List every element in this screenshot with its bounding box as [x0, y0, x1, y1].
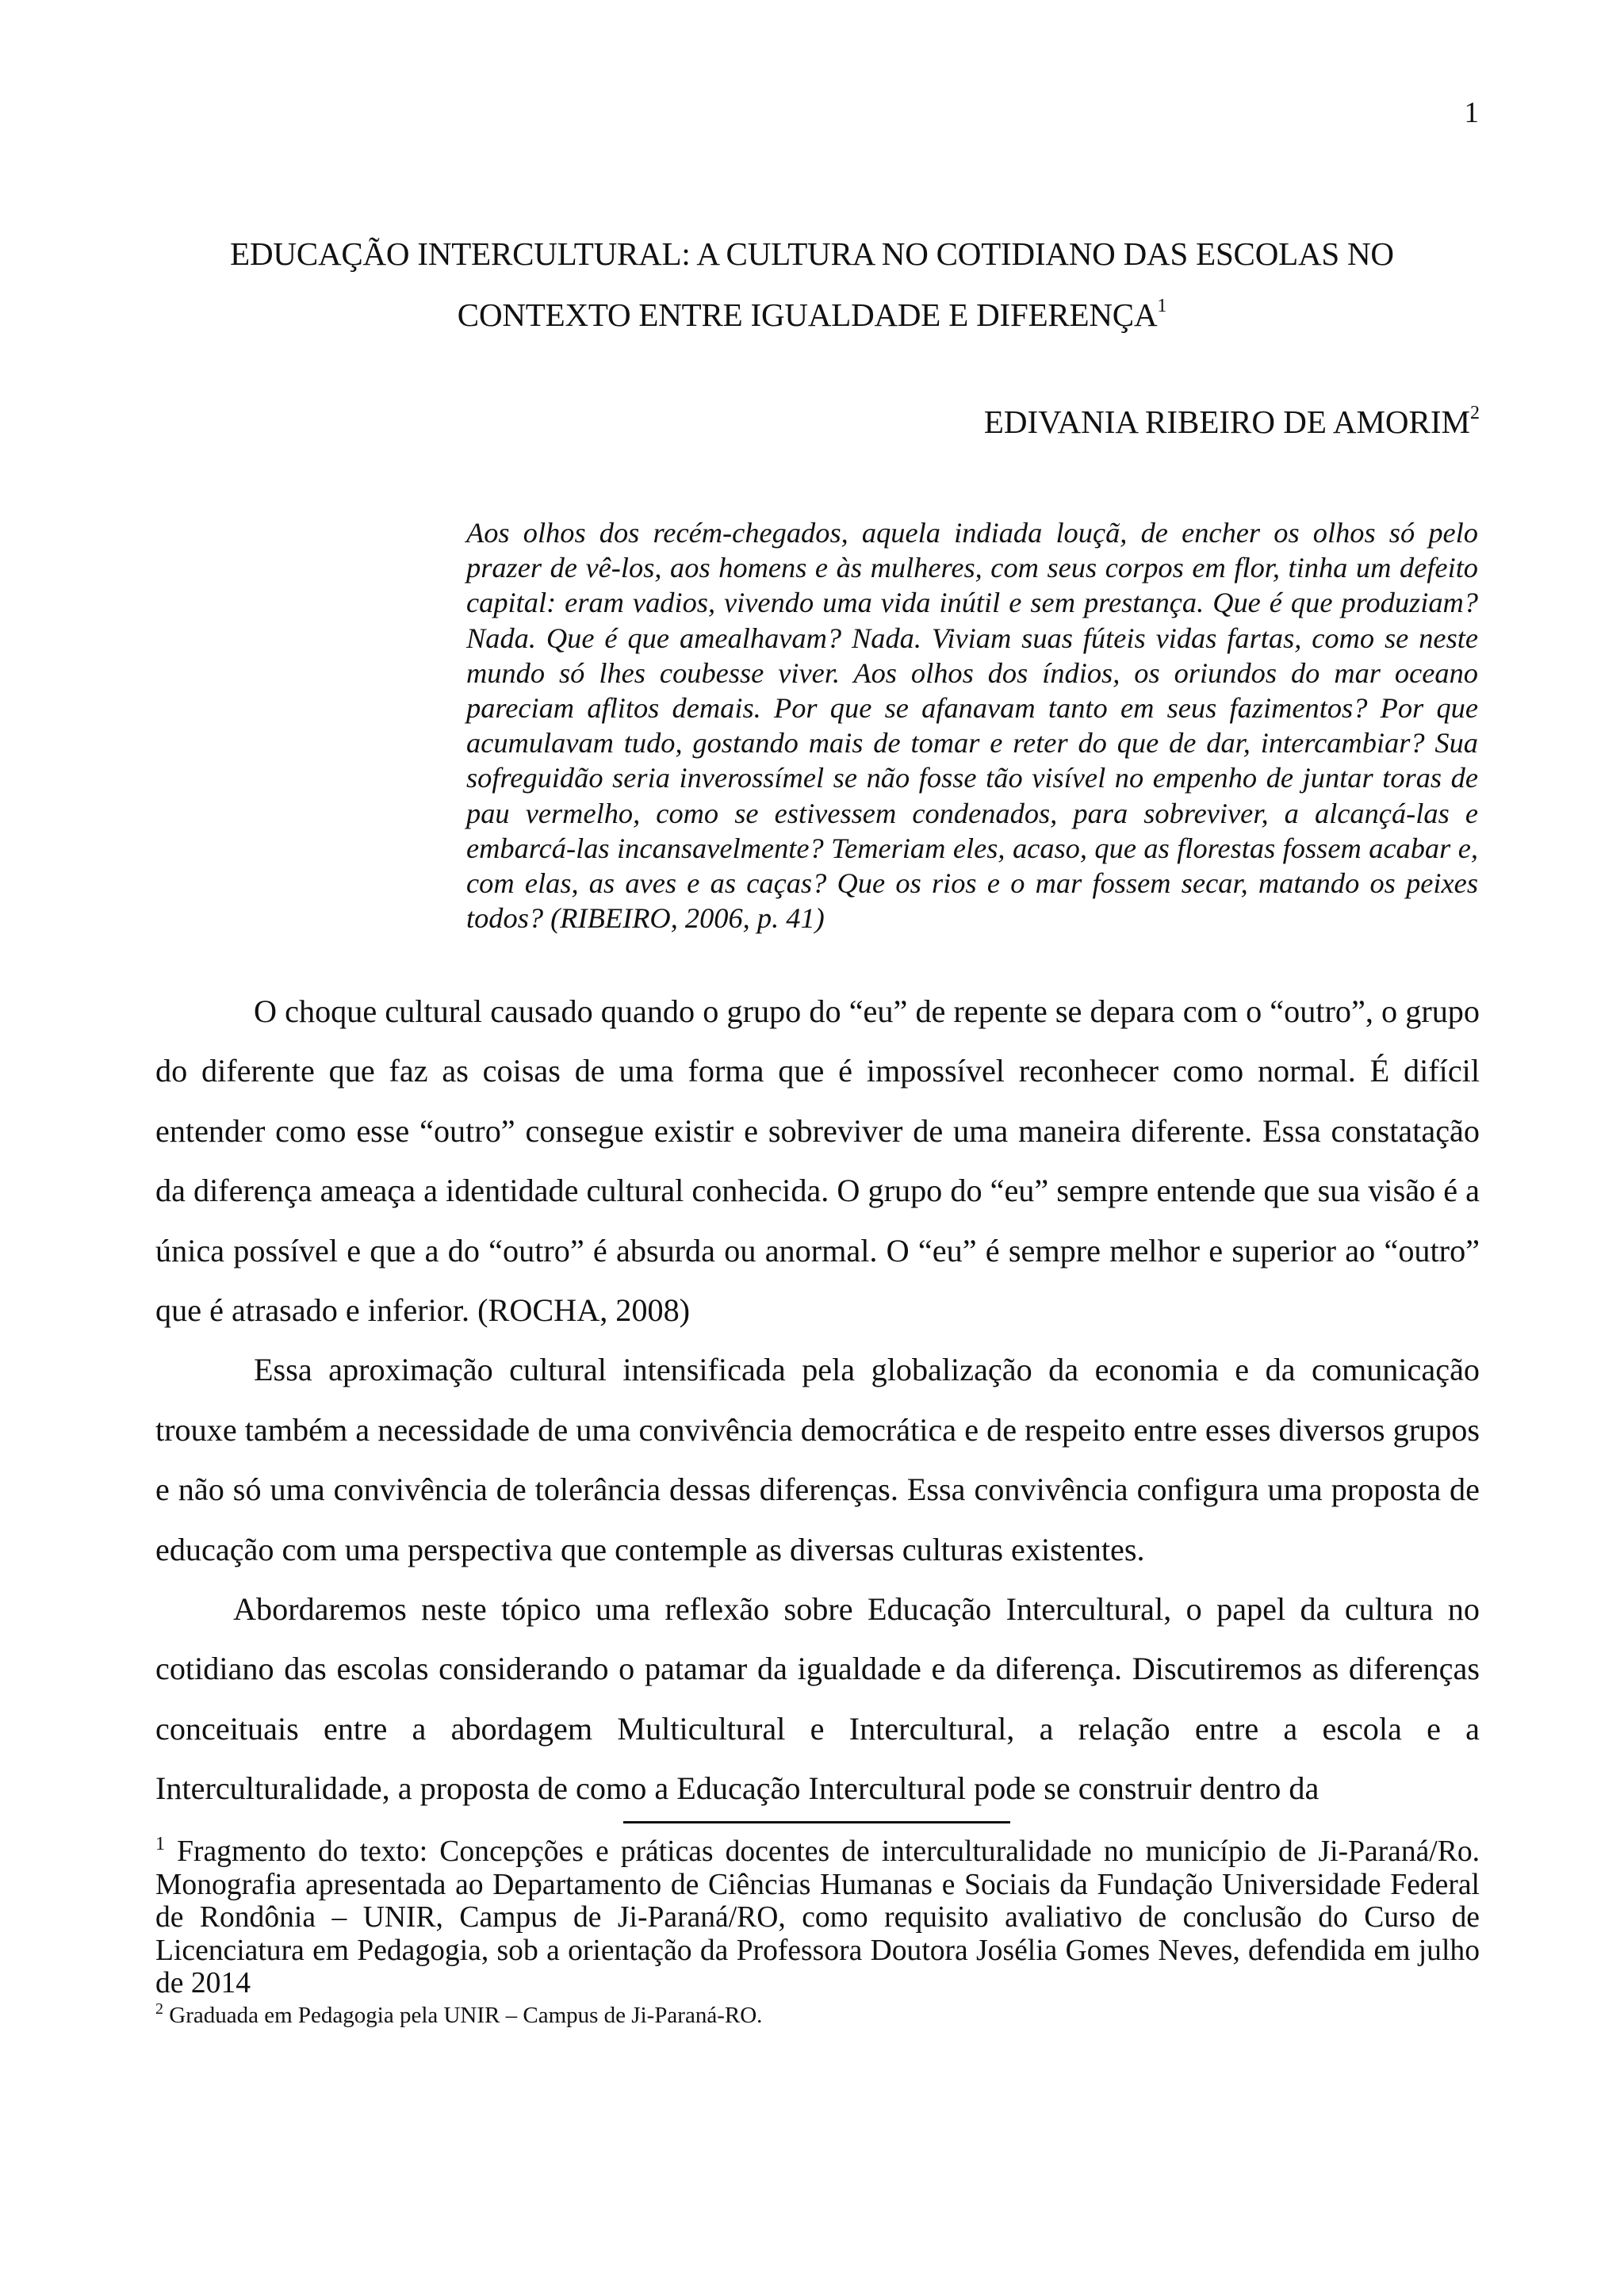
- page-number: 1: [1464, 97, 1479, 129]
- author-footnote-mark[interactable]: 2: [1470, 403, 1480, 423]
- author-name-text: EDIVANIA RIBEIRO DE AMORIM: [983, 404, 1470, 440]
- title-footnote-mark[interactable]: 1: [1157, 296, 1167, 316]
- footnotes: [155, 1835, 1480, 2030]
- body-text: [155, 982, 1480, 1819]
- footnote-2-mark: 2: [155, 1999, 163, 2018]
- document-title: [155, 224, 1469, 346]
- footnote-1-text: Fragmento do texto: Concepções e práticas docentes de interculturalidade no município de Ji-Paraná/Ro. Monografia apresentada ao Departamento de Ciências Humanas e Sociais da Fundação Universidade Federal de Rondônia – UNIR, Campus de Ji-Paraná/RO, como requisito avaliativo de conclusão do Curso de Licenciatura em Pedagogia, sob a orientação da Professora Doutora Josélia Gomes Neves, defendida em julho de 2014: [155, 1835, 1480, 1999]
- footnote-2: [155, 2000, 1480, 2030]
- author-name: [984, 402, 1480, 442]
- footnote-2-text: Graduada em Pedagogia pela UNIR – Campus de Ji-Paraná-RO.: [169, 2002, 763, 2028]
- body-paragraph-2: Essa aproximação cultural intensificada pela globalização da economia e da comunicação trouxe também a necessidade de uma convivência democrática e de respeito entre esses diversos grupos e não só uma convivência de tolerância dessas diferenças. Essa convivência configura uma proposta de educação com uma perspectiva que contemple as diversas culturas existentes.: [155, 1352, 1480, 1567]
- epigraph-quote: Aos olhos dos recém-chegados, aquela indiada louçã, de encher os olhos só pelo prazer de vê-los, aos homens e às mulheres, com seus corpos em flor, tinha um defeito capital: eram vadios, vivendo uma vida inútil e sem prestança. Que é que produziam? Nada. Que é que amealhavam? Nada. Viviam suas fúteis vidas fartas, como se neste mundo só lhes coubesse viver. Aos olhos dos índios, os oriundos do mar oceano pareciam aflitos demais. Por que se afanavam tanto em seus fazimentos? Por que acumulavam tudo, gostando mais de tomar e reter do que de dar, intercambiar? Sua sofreguidão seria inverossímel se não fosse tão visível no empenho de juntar toras de pau vermelho, como se estivessem condenados, para sobreviver, a alcançá-las e embarcá-las incansavelmente? Temeriam eles, acaso, que as florestas fossem acabar e, com elas, as aves e as caças? Que os rios e o mar fossem secar, matando os peixes todos? (RIBEIRO, 2006, p. 41): [466, 517, 1478, 935]
- body-paragraph-3: Abordaremos neste tópico uma reflexão sobre Educação Intercultural, o papel da cultura no cotidiano das escolas considerando o patamar da igualdade e da diferença. Discutiremos as diferenças conceituais entre a abordagem Multicultural e Intercultural, a relação entre a escola e a Interculturalidade, a proposta de como a Educação Intercultural pode se construir dentro da: [155, 1591, 1480, 1807]
- title-line-2-text: CONTEXTO ENTRE IGUALDADE E DIFERENÇA: [457, 297, 1158, 333]
- title-line-2: [155, 285, 1469, 346]
- footnote-separator: [623, 1821, 1010, 1823]
- body-paragraph-1: O choque cultural causado quando o grupo do “eu” de repente se depara com o “outro”, o grupo do diferente que faz as coisas de uma forma que é impossível reconhecer como normal. É difícil entender como esse “outro” consegue existir e sobreviver de uma maneira diferente. Essa constatação da diferença ameaça a identidade cultural conhecida. O grupo do “eu” sempre entende que sua visão é a única possível e que a do “outro” é absurda ou anormal. O “eu” é sempre melhor e superior ao “outro” que é atrasado e inferior. (ROCHA, 2008): [155, 993, 1480, 1329]
- title-line-1: EDUCAÇÃO INTERCULTURAL: A CULTURA NO COTIDIANO DAS ESCOLAS NO: [230, 235, 1394, 272]
- footnote-1: [155, 1835, 1480, 2000]
- footnote-1-mark: 1: [155, 1834, 165, 1854]
